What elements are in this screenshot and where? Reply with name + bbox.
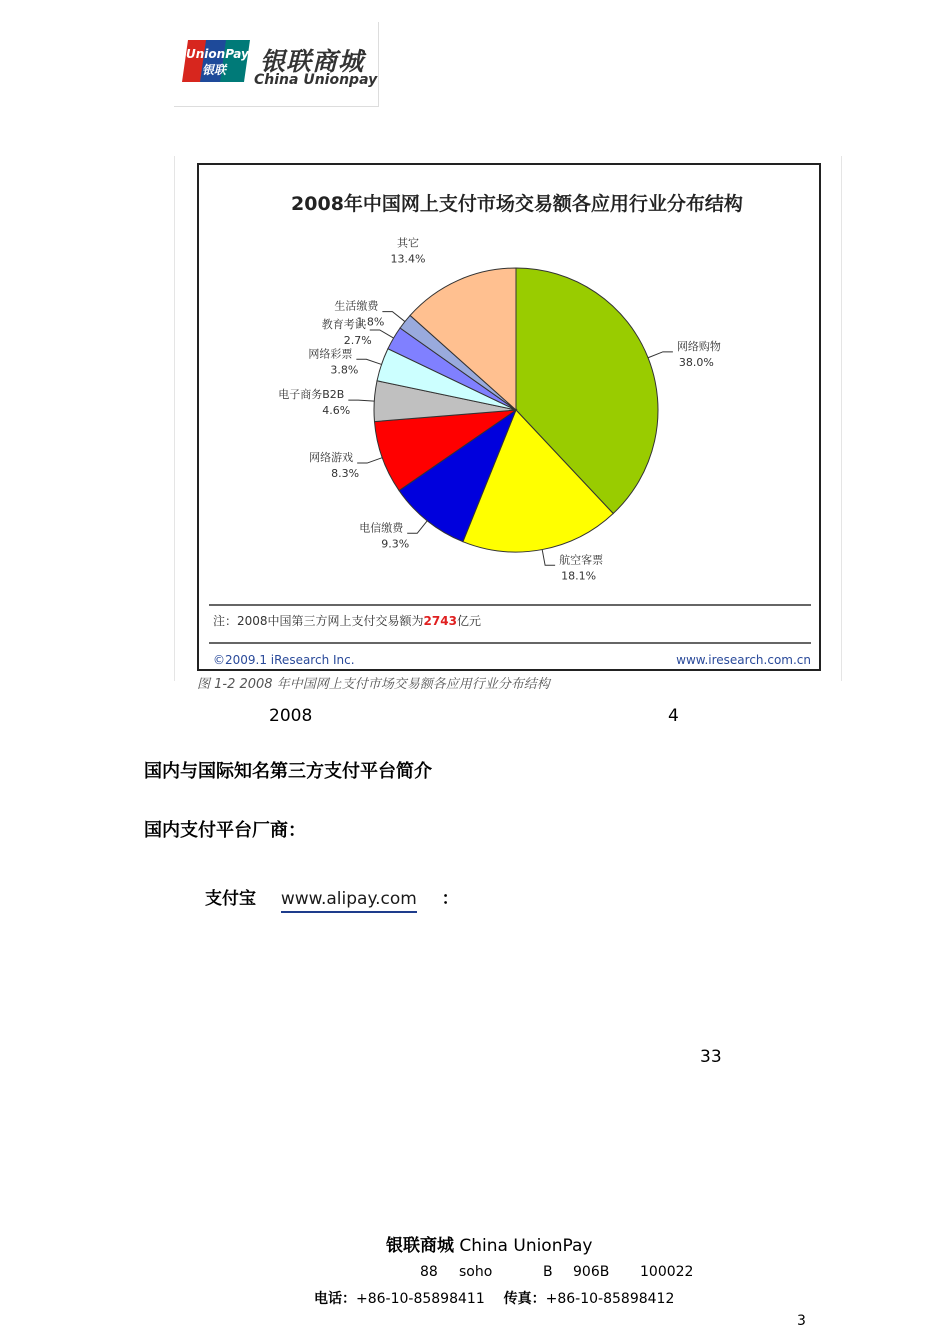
chart-note-prefix: 注：2008中国第三方网上支付交易额为 xyxy=(213,614,424,628)
footer-brand-en: China UnionPay xyxy=(459,1236,593,1256)
logo-name-en: China Unionpay xyxy=(254,72,378,88)
pie-value-label-9: 13.4% xyxy=(390,252,426,266)
pie-leader-line-4 xyxy=(357,458,382,463)
page-number: 3 xyxy=(797,1313,806,1329)
unionpay-badge-icon xyxy=(182,38,250,84)
pie-value-label-7: 2.7% xyxy=(343,333,372,347)
pie-label-4: 网络游戏 xyxy=(309,451,354,465)
footer-addr-room: 906B xyxy=(573,1264,610,1280)
pie-label-7: 教育考试 xyxy=(321,317,366,331)
pie-value-label-4: 8.3% xyxy=(331,467,360,481)
fax-number: +86-10-85898412 xyxy=(545,1291,675,1307)
fax-label: 传真： xyxy=(503,1291,546,1307)
chart-note-suffix: 亿元 xyxy=(456,614,481,628)
section-heading: 国内与国际知名第三方支付平台简介 xyxy=(144,761,432,782)
number-33: 33 xyxy=(700,1047,722,1067)
subsection-heading: 国内支付平台厂商： xyxy=(144,820,306,841)
footer-brand-cn: 银联商城 xyxy=(386,1236,454,1256)
pie-leader-line-7 xyxy=(370,330,394,338)
pie-leader-line-2 xyxy=(542,550,555,566)
badge-text-unionpay: UnionPay xyxy=(186,47,249,61)
chart-frame xyxy=(197,163,821,671)
chart-figure xyxy=(174,156,842,692)
pie-label-1: 网络购物 xyxy=(676,339,721,353)
pie-chart xyxy=(199,165,819,669)
pie-label-9: 其它 xyxy=(396,236,419,250)
footer-contact xyxy=(314,1288,674,1308)
pie-leader-line-1 xyxy=(648,352,673,358)
alipay-label: 支付宝 xyxy=(205,889,256,909)
pie-label-2: 航空客票 xyxy=(559,553,604,567)
alipay-colon: ： xyxy=(441,889,459,909)
tel-label: 电话： xyxy=(314,1291,356,1307)
number-text: 4 xyxy=(668,706,679,726)
chart-note xyxy=(213,613,481,628)
alipay-line xyxy=(205,884,459,909)
logo-name-cn: 银联商城 xyxy=(260,47,365,76)
tel-number: +86-10-85898411 xyxy=(356,1291,485,1307)
footer-addr-soho: soho xyxy=(459,1264,493,1280)
year-text: 2008 xyxy=(269,706,313,726)
unionpay-logo xyxy=(174,22,379,107)
credit-left: ©2009.1 iResearch Inc. xyxy=(213,653,355,667)
alipay-link[interactable]: www.alipay.com xyxy=(281,889,417,913)
pie-leader-line-8 xyxy=(382,312,405,322)
pie-label-6: 网络彩票 xyxy=(308,347,353,361)
chart-title: 2008年中国网上支付市场交易额各应用行业分布结构 xyxy=(291,193,743,215)
pie-value-label-6: 3.8% xyxy=(330,363,359,377)
pie-leader-line-5 xyxy=(348,400,374,401)
footer-addr-88: 88 xyxy=(420,1264,438,1280)
footer-addr-zip: 100022 xyxy=(640,1264,694,1280)
pie-value-label-1: 38.0% xyxy=(678,355,714,369)
credit-right: www.iresearch.com.cn xyxy=(676,653,811,667)
pie-value-label-2: 18.1% xyxy=(561,569,597,583)
chart-note-value: 2743 xyxy=(423,614,457,628)
pie-leader-line-6 xyxy=(356,359,381,364)
pie-leader-line-3 xyxy=(407,521,427,533)
pie-label-5: 电子商务B2B xyxy=(278,388,345,402)
pie-value-label-8: 1.8% xyxy=(356,315,385,329)
pie-slices xyxy=(374,268,658,552)
pie-label-8: 生活缴费 xyxy=(334,299,379,313)
pie-label-3: 电信缴费 xyxy=(359,521,404,535)
badge-text-yinlian: 银联 xyxy=(202,63,227,77)
footer-addr-b: B xyxy=(543,1264,553,1280)
pie-value-label-5: 4.6% xyxy=(322,404,351,418)
footer-brand xyxy=(386,1231,592,1256)
pie-value-label-3: 9.3% xyxy=(381,537,410,551)
figure-caption: 图 1-2 2008 年中国网上支付市场交易额各应用行业分布结构 xyxy=(197,677,550,692)
